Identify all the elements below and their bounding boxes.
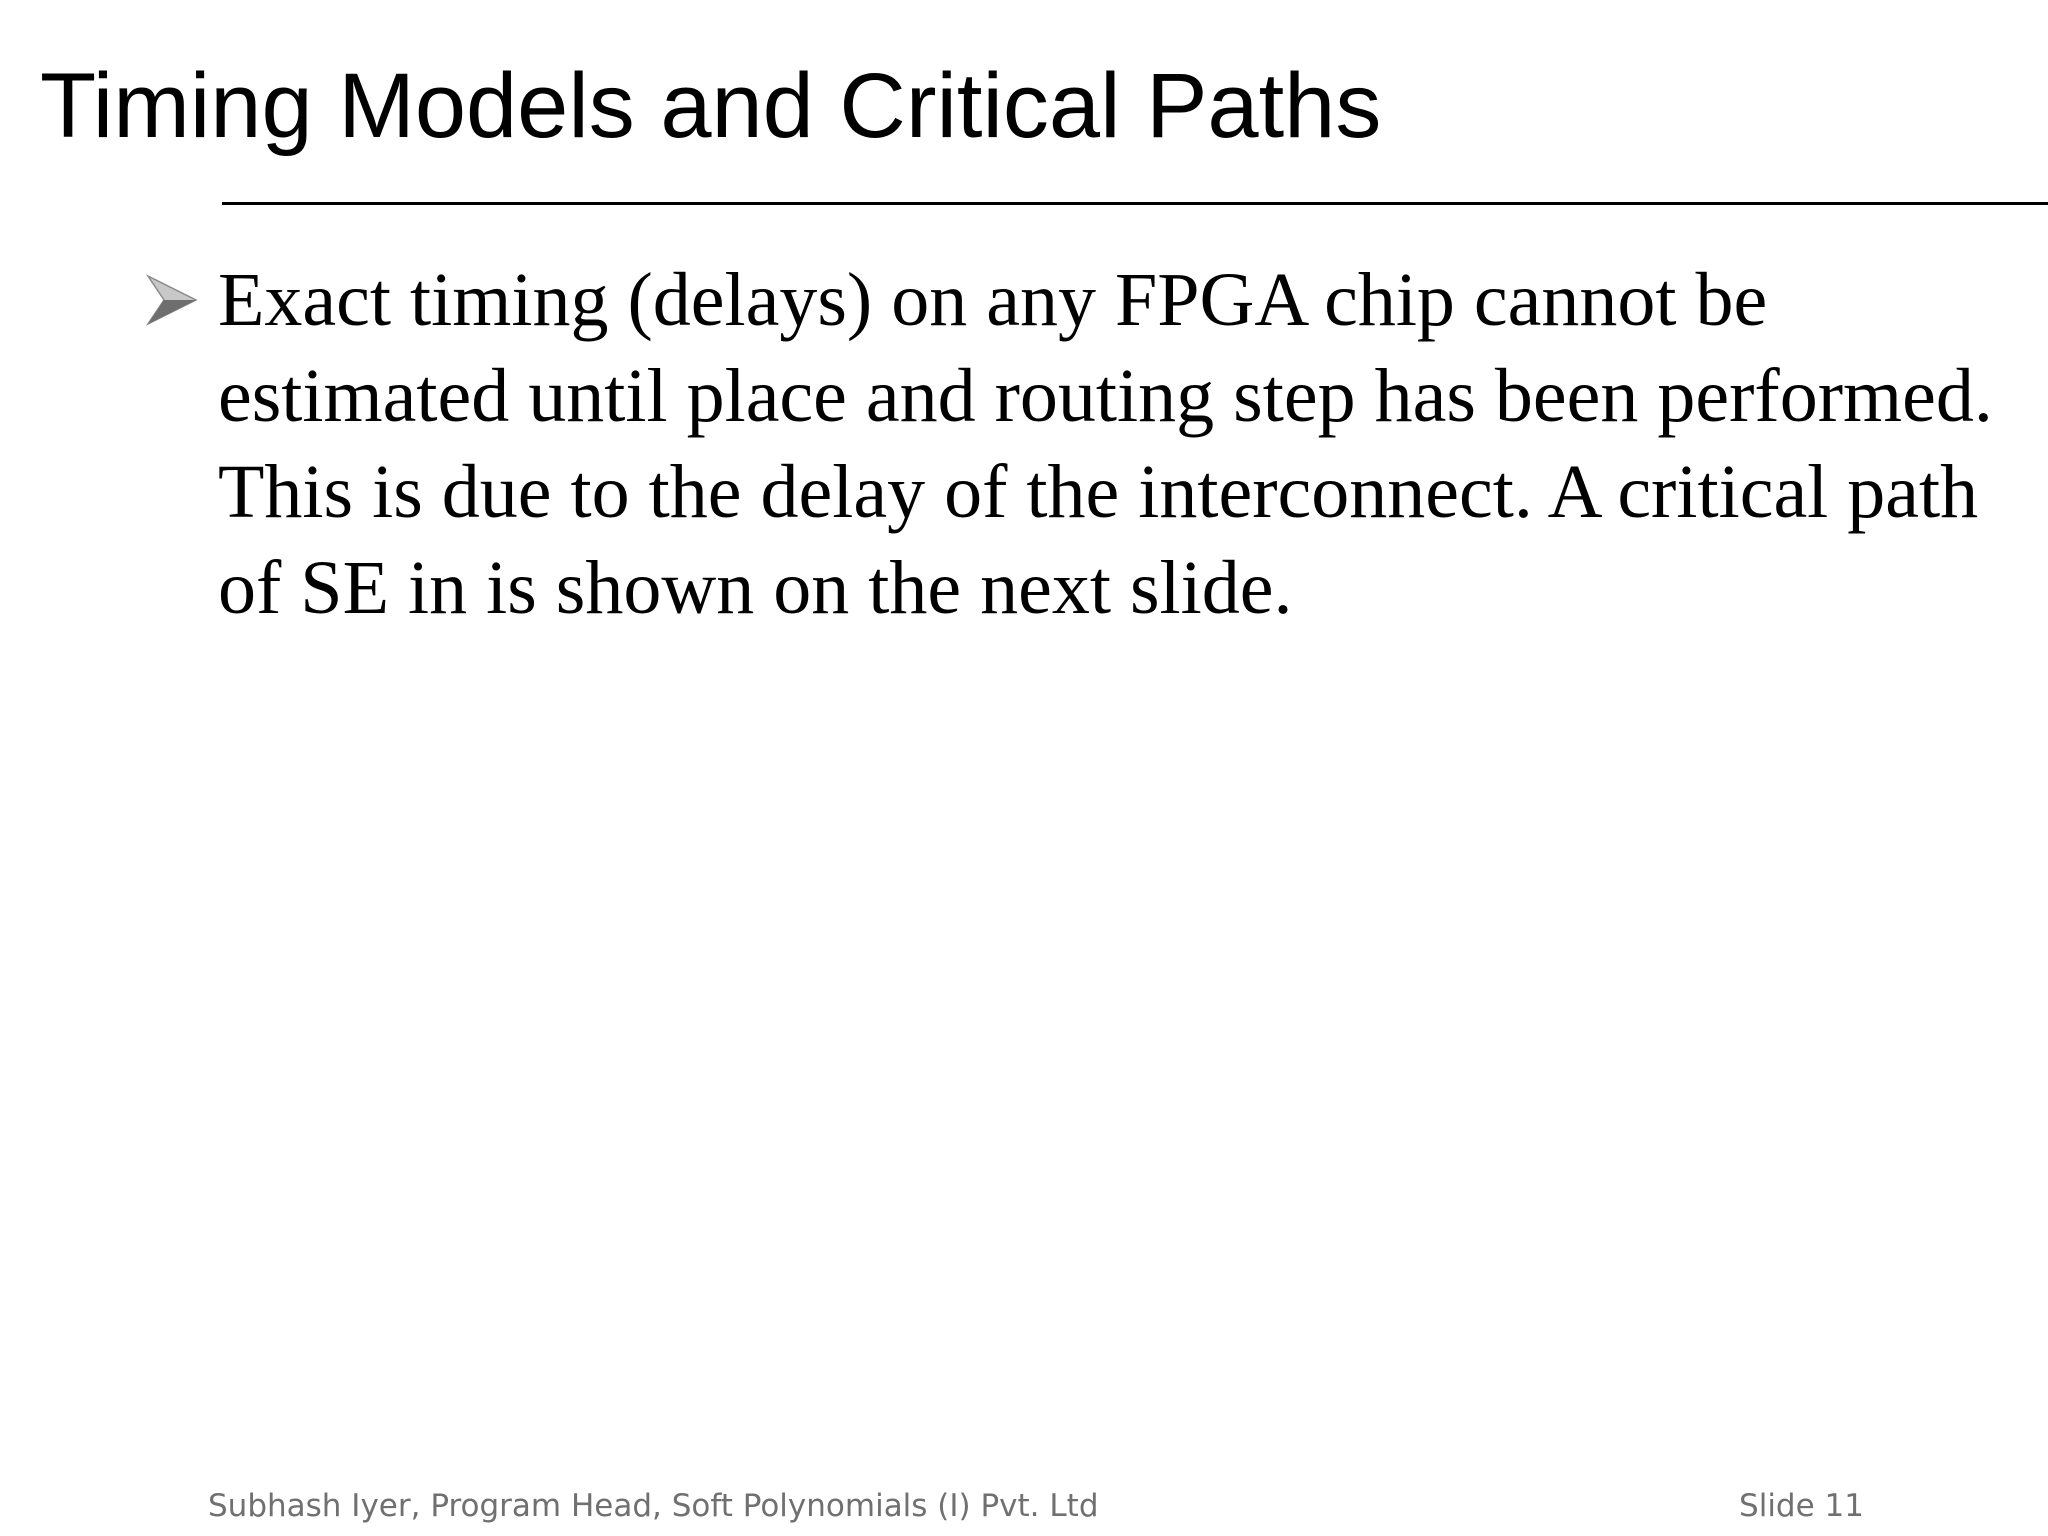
footer-author: Subhash Iyer, Program Head, Soft Polynomials (I) Pvt. Ltd [208,1488,1099,1524]
footer-slide-number: Slide 11 [1739,1488,1864,1524]
bullet-item [144,252,2004,636]
title-divider [222,202,2048,205]
arrowhead-bullet-icon [144,272,200,328]
slide-title: Timing Models and Critical Paths [40,55,1382,157]
bullet-list [144,252,2004,636]
bullet-text: Exact timing (delays) on any FPGA chip cannot be estimated until place and routing step has been performed. This is due to the delay of the interconnect. A critical path of SE in is shown on the next slide. [218,258,1993,630]
